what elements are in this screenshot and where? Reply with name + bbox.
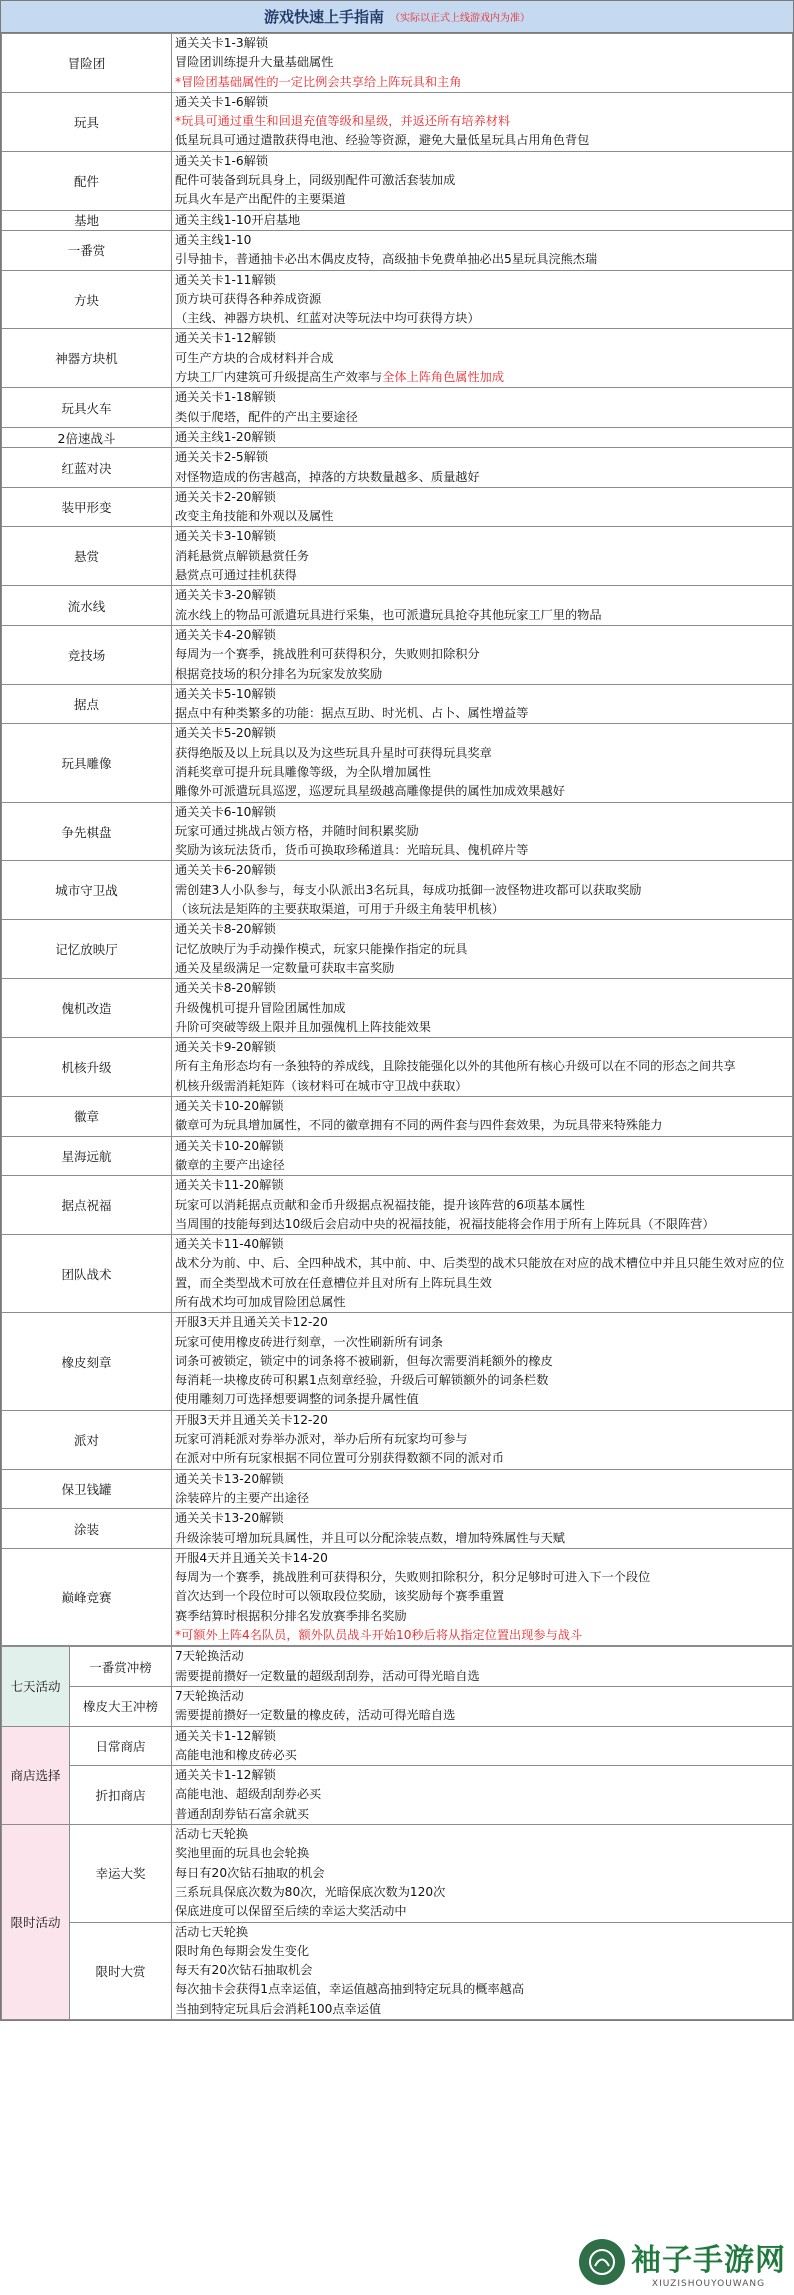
site-logo-icon: [579, 2239, 625, 2285]
activity-name: 一番赏冲榜: [70, 1647, 172, 1687]
description-line: 开服3天并且通关关卡12-20: [175, 1412, 328, 1427]
feature-row: [2, 724, 793, 802]
description-line: 当抽到特定玩具后会消耗100点幸运值: [175, 2001, 382, 2016]
feature-description: [172, 802, 793, 861]
activity-name: 折扣商店: [70, 1766, 172, 1825]
description-line: 需要提前攒好一定数量的超级刮刮券，活动可得光暗自选: [175, 1668, 480, 1683]
feature-name: 据点祝福: [2, 1176, 172, 1235]
feature-description: [172, 230, 793, 270]
description-line: 获得绝版及以上玩具以及为这些玩具升星时可获得玩具奖章: [175, 745, 492, 760]
description-line: 通关关卡1-12解锁: [175, 331, 276, 346]
feature-name: 玩具雕像: [2, 724, 172, 802]
feature-row: [2, 586, 793, 626]
description-line: 通关关卡1-6解锁: [175, 94, 269, 109]
description-line: 徽章可为玩具增加属性，不同的徽章拥有不同的两件套与四件套效果，为玩具带来特殊能力: [175, 1118, 663, 1133]
activity-description: [172, 1686, 793, 1726]
feature-description: [172, 527, 793, 586]
description-line: 赛季结算时根据积分排名发放赛季排名奖励: [175, 1608, 407, 1623]
description-line: 通关及星级满足一定数量可获取丰富奖励: [175, 960, 395, 975]
description-line: 雕像外可派遣玩具巡逻，巡逻玩具星级越高雕像提供的属性加成效果越好: [175, 784, 565, 799]
feature-description: [172, 1136, 793, 1176]
feature-description: [172, 1469, 793, 1509]
feature-name: 派对: [2, 1410, 172, 1469]
feature-description: [172, 1176, 793, 1235]
feature-description: [172, 151, 793, 210]
activity-group-name: 七天活动: [2, 1647, 70, 1726]
feature-description: [172, 1313, 793, 1410]
feature-description: [172, 1235, 793, 1313]
description-line: *玩具可通过重生和回退充值等级和星级，并返还所有培养材料: [175, 114, 511, 129]
description-line: 通关主线1-10: [175, 232, 252, 247]
description-line: 可生产方块的合成材料并合成: [175, 350, 334, 365]
description-line: 普通刮刮券钻石富余就买: [175, 1806, 310, 1821]
description-line: 每周为一个赛季，挑战胜利可获得积分，失败则扣除积分: [175, 647, 480, 662]
description-line: 流水线上的物品可派遣玩具进行采集，也可派遣玩具抢夺其他玩家工厂里的物品: [175, 607, 602, 622]
feature-row: [2, 388, 793, 428]
feature-row: [2, 684, 793, 724]
description-line: 通关关卡11-40解锁: [175, 1237, 284, 1252]
feature-name: 涂装: [2, 1509, 172, 1549]
feature-description: [172, 1410, 793, 1469]
feature-row: [2, 1235, 793, 1313]
feature-row: [2, 802, 793, 861]
activity-row: [2, 1647, 793, 1687]
feature-description: [172, 861, 793, 920]
feature-row: [2, 1509, 793, 1549]
description-line: 对怪物造成的伤害越高，掉落的方块数量越多、质量越好: [175, 469, 480, 484]
feature-description: [172, 920, 793, 979]
description-line: 每日有20次钻石抽取的机会: [175, 1865, 325, 1880]
description-line: 通关关卡1-6解锁: [175, 153, 269, 168]
feature-row: [2, 1410, 793, 1469]
feature-name: 2倍速战斗: [2, 427, 172, 447]
feature-description: [172, 448, 793, 488]
activity-description: [172, 1922, 793, 2019]
description-line: 类似于爬塔，配件的产出主要途径: [175, 409, 358, 424]
description-line: 开服4天并且通关关卡14-20: [175, 1550, 328, 1565]
description-line: *可额外上阵4名队员，额外队员战斗开始10秒后将从指定位置出现参与战斗: [175, 1628, 583, 1643]
feature-row: [2, 448, 793, 488]
description-line: 改变主角技能和外观以及属性: [175, 509, 334, 524]
description-line: 通关主线1-20解锁: [175, 429, 276, 444]
description-line: 玩家可使用橡皮砖进行刻章，一次性刷新所有词条: [175, 1334, 444, 1349]
description-line: 通关关卡11-20解锁: [175, 1178, 284, 1193]
description-line: 通关关卡6-20解锁: [175, 863, 276, 878]
activity-description: [172, 1825, 793, 1922]
feature-description: [172, 1038, 793, 1097]
feature-row: [2, 861, 793, 920]
description-line: 活动七天轮换: [175, 1924, 249, 1939]
feature-name: 徽章: [2, 1097, 172, 1137]
feature-description: [172, 1548, 793, 1645]
title-note: （实际以正式上线游戏内为准）: [390, 13, 530, 24]
description-line: 7天轮换活动: [175, 1688, 244, 1703]
description-line: 奖池里面的玩具也会轮换: [175, 1846, 310, 1861]
feature-name: 机核升级: [2, 1038, 172, 1097]
description-line: 开服3天并且通关关卡12-20: [175, 1315, 328, 1330]
description-line: 通关关卡2-20解锁: [175, 489, 276, 504]
site-watermark: [579, 2235, 786, 2289]
page-title: 游戏快速上手指南: [263, 8, 384, 26]
description-line: 通关关卡5-20解锁: [175, 726, 276, 741]
description-line: （主线、神器方块机、红蓝对决等玩法中均可获得方块）: [175, 311, 480, 326]
description-line: 涂装碎片的主要产出途径: [175, 1490, 310, 1505]
activity-description: [172, 1726, 793, 1766]
feature-description: [172, 329, 793, 388]
description-line: 奖励为该玩法货币，货币可换取珍稀道具：光暗玩具、傀机碎片等: [175, 843, 529, 858]
description-line: 限时角色每期会发生变化: [175, 1943, 310, 1958]
feature-name: 保卫钱罐: [2, 1469, 172, 1509]
feature-row: [2, 625, 793, 684]
description-line: 升级傀机可提升冒险团属性加成: [175, 1000, 346, 1015]
feature-row: [2, 487, 793, 527]
description-line: 玩家可通过挑战占领方格，并随时间积累奖励: [175, 823, 419, 838]
feature-name: 玩具: [2, 92, 172, 151]
feature-row: [2, 979, 793, 1038]
activity-row: [2, 1726, 793, 1766]
feature-name: 争先棋盘: [2, 802, 172, 861]
feature-row: [2, 92, 793, 151]
watermark-title: 袖子手游网: [631, 2243, 786, 2278]
description-line: 每次抽卡会获得1点幸运值，幸运值越高抽到特定玩具的概率越高: [175, 1982, 525, 1997]
description-line: 据点中有种类繁多的功能：据点互助、时光机、占卜、属性增益等: [175, 706, 529, 721]
activity-name: 日常商店: [70, 1726, 172, 1766]
description-line: 配件可装备到玩具身上，同级别配件可激活套装加成: [175, 173, 456, 188]
description-line: 顶方块可获得各种养成资源: [175, 291, 322, 306]
description-line: 引导抽卡，普通抽卡必出木偶皮皮特，高级抽卡免费单抽必出5星玩具浣熊杰瑞: [175, 252, 598, 267]
feature-row: [2, 1548, 793, 1645]
feature-row: [2, 427, 793, 447]
description-line: 通关关卡1-12解锁: [175, 1768, 276, 1783]
activity-name: 幸运大奖: [70, 1825, 172, 1922]
feature-name: 竞技场: [2, 625, 172, 684]
description-line: 保底进度可以保留至后续的幸运大奖活动中: [175, 1904, 407, 1919]
activity-group-name: 商店选择: [2, 1726, 70, 1824]
title-row: [1, 1, 793, 33]
feature-description: [172, 388, 793, 428]
description-line: 通关关卡3-10解锁: [175, 529, 276, 544]
feature-name: 悬赏: [2, 527, 172, 586]
description-line: 战术分为前、中、后、全四种战术，其中前、中、后类型的战术只能放在对应的战术槽位中并且只能生效对应的位置，而全类型战术可放在任意槽位并且对所有上阵玩具生效: [175, 1256, 785, 1290]
description-line: 消耗悬赏点解锁悬赏任务: [175, 548, 310, 563]
feature-name: 据点: [2, 684, 172, 724]
description-line: 通关关卡8-20解锁: [175, 922, 276, 937]
feature-description: [172, 625, 793, 684]
feature-description: [172, 1097, 793, 1137]
description-line: 通关关卡5-10解锁: [175, 686, 276, 701]
activity-description: [172, 1766, 793, 1825]
description-line: 通关关卡1-18解锁: [175, 390, 276, 405]
feature-name: 橡皮刻章: [2, 1313, 172, 1410]
description-line: 升级涂装可增加玩具属性，并且可以分配涂装点数，增加特殊属性与天赋: [175, 1530, 565, 1545]
description-line: 高能电池、超级刮刮券必买: [175, 1787, 322, 1802]
description-line: 通关关卡8-20解锁: [175, 981, 276, 996]
description-line: 通关关卡9-20解锁: [175, 1040, 276, 1055]
description-line: *冒险团基础属性的一定比例会共享给上阵玩具和主角: [175, 74, 462, 89]
feature-name: 星海远航: [2, 1136, 172, 1176]
description-line: 当周围的技能每到达10级后会启动中央的祝福技能，祝福技能将会作用于所有上阵玩具（不限阵营）: [175, 1216, 715, 1231]
description-line: 根据竞技场的积分排名为玩家发放奖励: [175, 666, 383, 681]
feature-name: 记忆放映厅: [2, 920, 172, 979]
description-line: 机核升级需消耗矩阵（该材料可在城市守卫战中获取）: [175, 1078, 468, 1093]
watermark-subtitle: XIUZISHOUYOUWANG: [651, 2279, 766, 2289]
description-line: 玩家可以消耗据点贡献和金币升级据点祝福技能，提升该阵营的6项基本属性: [175, 1197, 585, 1212]
description-text: 方块工厂内建筑可升级提高生产效率与: [175, 370, 383, 385]
description-line: 徽章的主要产出途径: [175, 1157, 285, 1172]
description-line: 通关关卡10-20解锁: [175, 1138, 284, 1153]
description-line: 通关关卡4-20解锁: [175, 627, 276, 642]
feature-row: [2, 34, 793, 93]
feature-table: [1, 33, 793, 1646]
description-line: 每天有20次钻石抽取机会: [175, 1963, 313, 1978]
feature-description: [172, 979, 793, 1038]
description-line: 三系玩具保底次数为80次，光暗保底次数为120次: [175, 1884, 446, 1899]
feature-description: [172, 724, 793, 802]
description-line: 每周为一个赛季，挑战胜利可获得积分，失败则扣除积分，积分足够时可进入下一个段位: [175, 1570, 651, 1585]
description-line: 悬赏点可通过挂机获得: [175, 568, 297, 583]
description-line: 记忆放映厅为手动操作模式，玩家只能操作指定的玩具: [175, 941, 468, 956]
activity-name: 橡皮大王冲榜: [70, 1686, 172, 1726]
feature-description: [172, 270, 793, 329]
feature-name: 流水线: [2, 586, 172, 626]
feature-name: 玩具火车: [2, 388, 172, 428]
feature-row: [2, 920, 793, 979]
feature-name: 装甲形变: [2, 487, 172, 527]
feature-row: [2, 1176, 793, 1235]
description-line: 通关关卡6-10解锁: [175, 804, 276, 819]
feature-description: [172, 427, 793, 447]
description-line: 玩具火车是产出配件的主要渠道: [175, 192, 346, 207]
feature-row: [2, 270, 793, 329]
feature-row: [2, 1313, 793, 1410]
activity-table: [1, 1646, 793, 2020]
feature-description: [172, 487, 793, 527]
feature-row: [2, 1038, 793, 1097]
description-line: 高能电池和橡皮砖必买: [175, 1747, 297, 1762]
description-line: 通关关卡3-20解锁: [175, 588, 276, 603]
description-highlight: 全体上阵角色属性加成: [382, 370, 505, 385]
description-line: 消耗奖章可提升玩具雕像等级，为全队增加属性: [175, 764, 431, 779]
feature-name: 巅峰竞赛: [2, 1548, 172, 1645]
feature-name: 基地: [2, 210, 172, 230]
description-line: 使用雕刻刀可选择想要调整的词条提升属性值: [175, 1392, 419, 1407]
description-line: 活动七天轮换: [175, 1827, 249, 1842]
description-line: 需要提前攒好一定数量的橡皮砖，活动可得光暗自选: [175, 1708, 456, 1723]
feature-description: [172, 34, 793, 93]
feature-name: 红蓝对决: [2, 448, 172, 488]
description-line: 首次达到一个段位时可以领取段位奖励，该奖励每个赛季重置: [175, 1589, 505, 1604]
description-line: 所有主角形态均有一条独特的养成线，且除技能强化以外的其他所有核心升级可以在不同的形态之间共享: [175, 1059, 736, 1074]
feature-row: [2, 151, 793, 210]
feature-description: [172, 92, 793, 151]
feature-row: [2, 1136, 793, 1176]
feature-row: [2, 329, 793, 388]
feature-name: 城市守卫战: [2, 861, 172, 920]
feature-row: [2, 527, 793, 586]
description-line: 每消耗一块橡皮砖可积累1点刻章经验，升级后可解锁额外的词条栏数: [175, 1373, 549, 1388]
description-line: 7天轮换活动: [175, 1649, 244, 1664]
activity-row: [2, 1825, 793, 1922]
description-line: [175, 368, 790, 387]
feature-row: [2, 1097, 793, 1137]
description-line: 需创建3人小队参与，每支小队派出3名玩具，每成功抵御一波怪物进攻都可以获取奖励: [175, 882, 642, 897]
activity-group-name: 限时活动: [2, 1825, 70, 2020]
description-line: 通关关卡13-20解锁: [175, 1511, 284, 1526]
feature-description: [172, 1509, 793, 1549]
feature-row: [2, 230, 793, 270]
feature-name: 傀机改造: [2, 979, 172, 1038]
activity-row: [2, 1766, 793, 1825]
feature-name: 配件: [2, 151, 172, 210]
description-line: 通关关卡10-20解锁: [175, 1099, 284, 1114]
activity-description: [172, 1647, 793, 1687]
feature-description: [172, 684, 793, 724]
description-line: 所有战术均可加成冒险团总属性: [175, 1295, 346, 1309]
description-line: 玩家可消耗派对券举办派对，举办后所有玩家均可参与: [175, 1432, 468, 1447]
feature-row: [2, 210, 793, 230]
activity-name: 限时大赏: [70, 1922, 172, 2019]
description-line: 通关关卡1-3解锁: [175, 36, 269, 50]
feature-name: 方块: [2, 270, 172, 329]
description-line: 通关关卡1-11解锁: [175, 272, 276, 287]
description-line: 通关关卡13-20解锁: [175, 1471, 284, 1486]
description-line: 升阶可突破等级上限并且加强傀机上阵技能效果: [175, 1019, 431, 1034]
description-line: 通关关卡2-5解锁: [175, 450, 269, 465]
description-line: 冒险团训练提升大量基础属性: [175, 55, 334, 70]
feature-description: [172, 210, 793, 230]
description-line: 通关关卡1-12解锁: [175, 1728, 276, 1743]
feature-name: 一番赏: [2, 230, 172, 270]
activity-row: [2, 1922, 793, 2019]
feature-name: 冒险团: [2, 34, 172, 93]
feature-name: 团队战术: [2, 1235, 172, 1313]
description-line: 词条可被锁定，锁定中的词条将不被刷新，但每次需要消耗额外的橡皮: [175, 1353, 553, 1368]
feature-name: 神器方块机: [2, 329, 172, 388]
description-line: 在派对中所有玩家根据不同位置可分别获得数额不同的派对币: [175, 1451, 505, 1466]
description-line: 低星玩具可通过遣散获得电池、经验等资源，避免大量低星玩具占用角色背包: [175, 133, 590, 148]
description-line: 通关主线1-10开启基地: [175, 212, 301, 227]
feature-row: [2, 1469, 793, 1509]
description-line: （该玩法是矩阵的主要获取渠道，可用于升级主角装甲机核）: [175, 902, 505, 917]
feature-description: [172, 586, 793, 626]
activity-row: [2, 1686, 793, 1726]
